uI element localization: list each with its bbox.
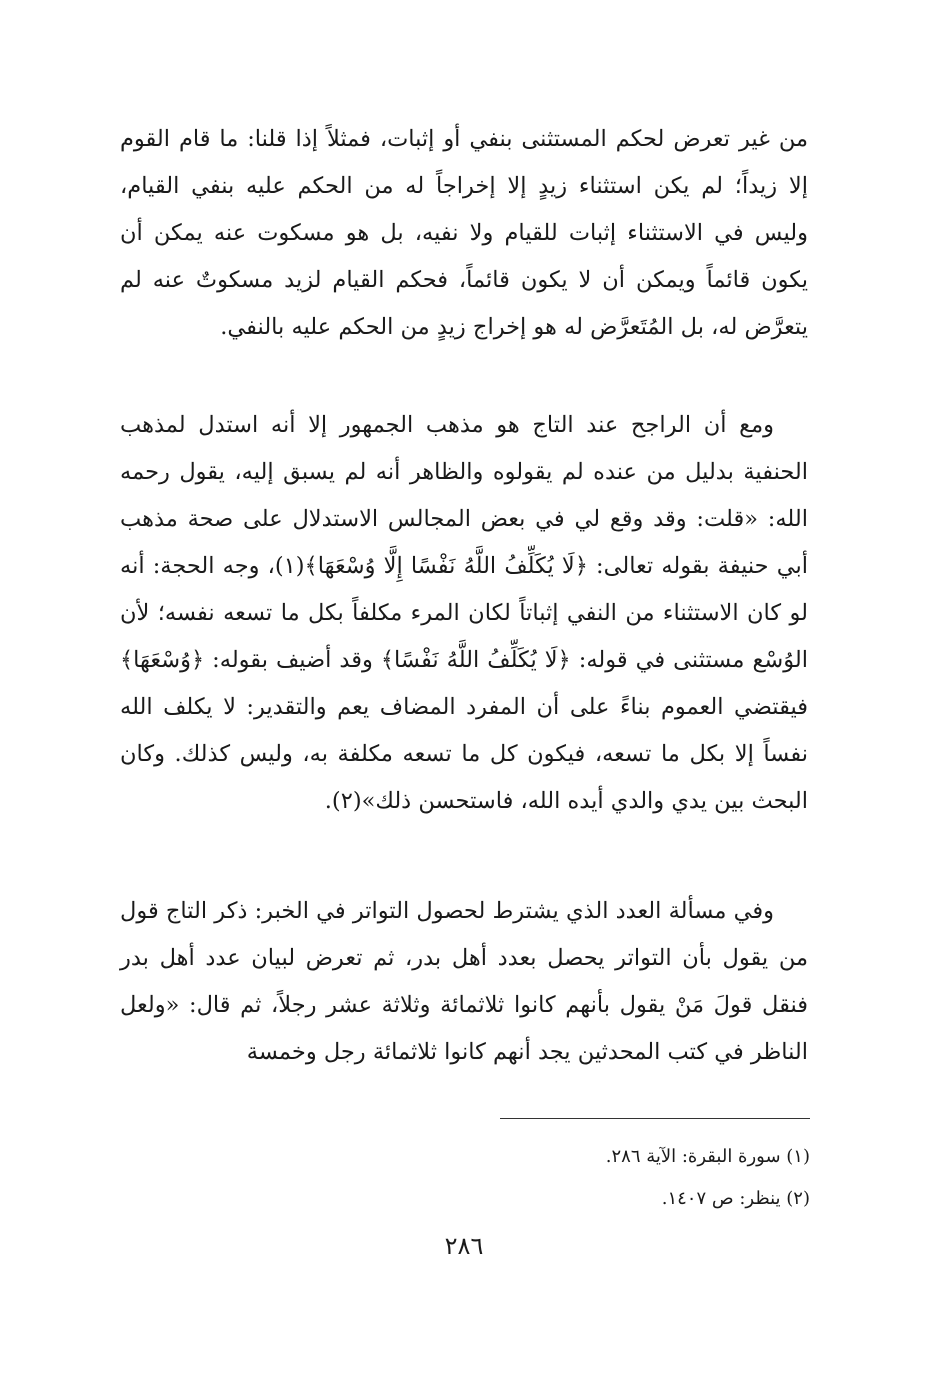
paragraph-text: وفي مسألة العدد الذي يشترط لحصول التواتر في الخبر: ذكر التاج قول من يقول بأن التواتر يحصل بعدد أهل بدر، ثم تعرض لبيان عدد أهل بدر فنقل قولَ مَنْ يقول بأنهم كانوا ثلاثمائة وثلاثة عشر رجلاً، ثم قال: «ولعل الناظر في كتب المحدثين يجد أنهم كانوا ثلاثمائة رجل وخمسة — [120, 898, 808, 1065]
footnote-2: (٢) ينظر: ص ١٤٠٧. — [661, 1188, 810, 1209]
paragraph-text: ومع أن الراجح عند التاج هو مذهب الجمهور إلا أنه استدل لمذهب الحنفية بدليل من عنده لم يقولوه والظاهر أنه لم يسبق إليه، يقول رحمه الله: «قلت: وقد وقع لي في بعض المجالس الاستدلال على صحة مذهب أبي حنيفة بقوله تعالى: ﴿لَا يُكَلِّفُ اللَّهُ نَفْسًا إِلَّا وُسْعَهَا﴾(١)، وجه الحجة: أنه لو كان الاستثناء من النفي إثباتاً لكان المرء مكلفاً بكل ما تسعه نفسه؛ لأن الوُسْع مستثنى في قوله: ﴿لَا يُكَلِّفُ اللَّهُ نَفْسًا﴾ وقد أضيف بقوله: ﴿وُسْعَهَا﴾ فيقتضي العموم بناءً على أن المفرد المضاف يعم والتقدير: لا يكلف الله نفساً إلا بكل ما تسعه، فيكون كل ما تسعه مكلفة به، وليس كذلك. وكان البحث بين يدي والدي أيده الله، فاستحسن ذلك»(٢). — [120, 412, 808, 814]
body-paragraph-3 — [120, 888, 808, 1076]
footnote-1: (١) سورة البقرة: الآية ٢٨٦. — [605, 1146, 810, 1167]
paragraph-text: من غير تعرض لحكم المستثنى بنفي أو إثبات، فمثلاً إذا قلنا: ما قام القوم إلا زيداً؛ لم يكن استثناء زيدٍ إلا إخراجاً له من الحكم عليه بنفي القيام، وليس في الاستثناء إثبات للقيام ولا نفيه، بل هو مسكوت عنه يمكن أن يكون قائماً ويمكن أن لا يكون قائماً، فحكم القيام لزيد مسكوتٌ عنه لم يتعرَّض له، بل المُتَعرَّض له هو إخراج زيدٍ من الحكم عليه بالنفي. — [120, 126, 808, 340]
body-paragraph-1 — [120, 116, 808, 351]
body-paragraph-2 — [120, 402, 808, 825]
page-number: ٢٨٦ — [444, 1232, 484, 1260]
footnote-separator — [500, 1118, 810, 1119]
footnotes — [120, 1136, 810, 1220]
